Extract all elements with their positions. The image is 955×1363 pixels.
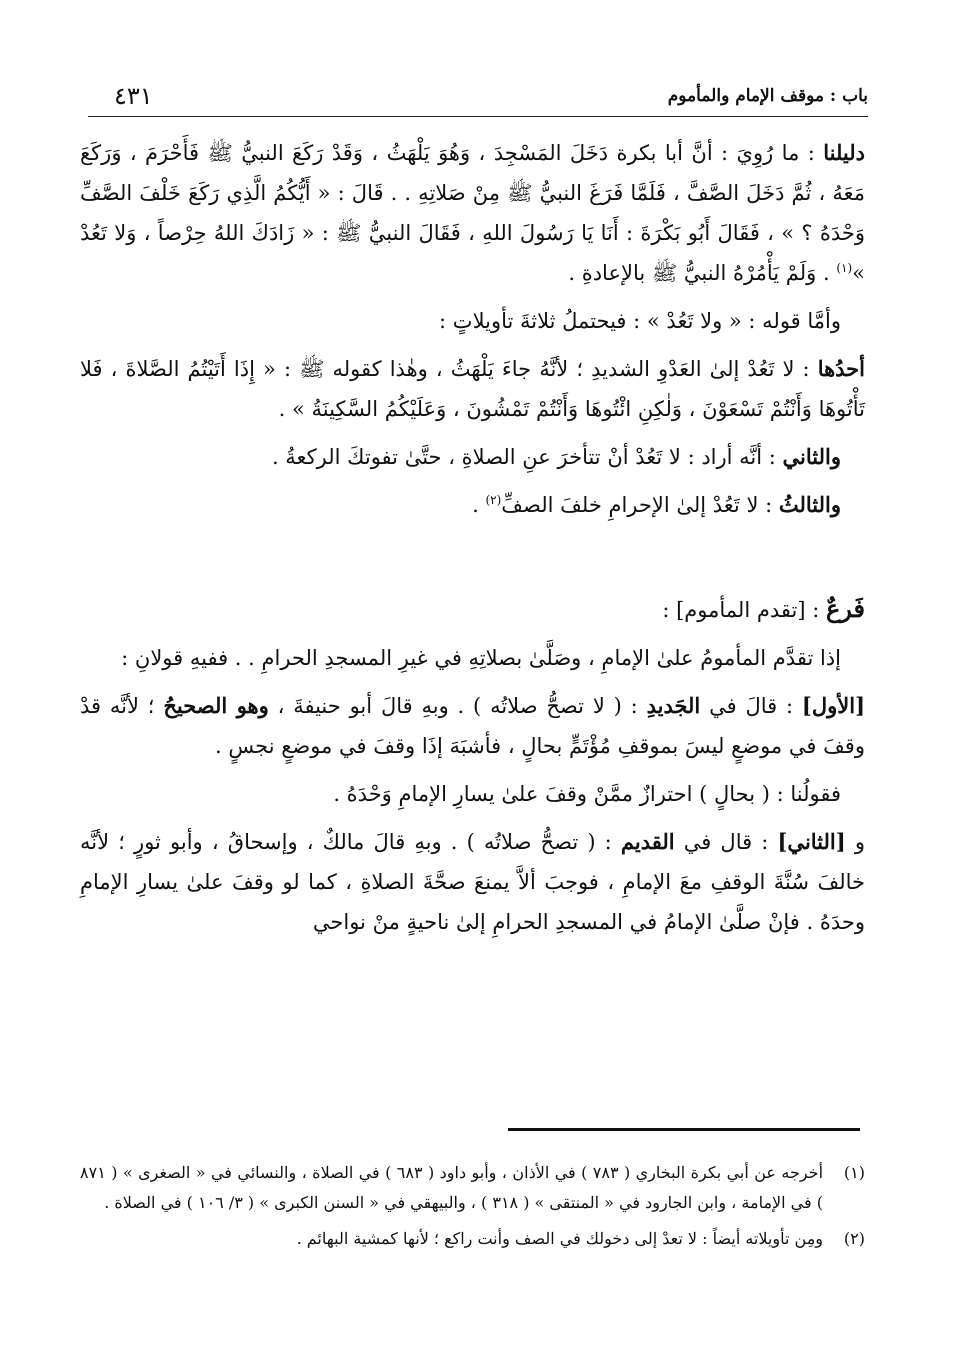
paragraph-case: إذا تقدَّم المأمومُ علىٰ الإمامِ ، وصَلَّىٰ بصلاتِهِ في غيرِ المسجدِ الحرامِ . . ففيهِ قولانِ : [121,646,841,670]
paragraph-second [80,437,865,477]
first-opinion-text-b: : ( لا تصحُّ صلاتُه ) . وبهِ قالَ أبو حنيفةَ ، [268,694,647,718]
footnote-number: (١) [843,1163,865,1182]
second-opinion-text-b: : ( تصحُّ صلاتُه ) . وبهِ قالَ مالكٌ ، وإسحاقُ ، وأبو ثورٍ ؛ لأنَّه خالفَ سُنَّةَ الوقفِ معَ الإمامِ ، فوجبَ ألاَّ يمنعَ صحَّةَ الصلاةِ ، كما لو وقفَ علىٰ يسارِ الإمامِ وحدَهُ . فإنْ صلَّىٰ الإمامُ في المسجدِ الحرامِ إلىٰ ناحيةٍ منْ نواحي [80,830,865,934]
first-text: : لا تَعُدْ إلىٰ العَدْوِ الشديدِ ؛ لأنَّهُ جاءَ يَلْهَثُ ، وهٰذا كقوله ﷺ : « إِذَا أَتَيْتُمُ الصَّلاةَ ، فَلا تَأْتُوهَا وَأَنْتُمْ تَسْعَوْنَ ، وَلٰكِنِ ائْتُوهَا وَأَنْتُمْ تَمْشُونَ ، وَعَلَيْكُمُ السَّكِينَةُ » . [80,357,865,421]
main-text [80,133,865,950]
correct-view-term: وهو الصحيحُ [163,693,269,718]
footnote-number: (٢) [843,1229,865,1248]
first-opinion-text-a: : قالَ في [700,694,802,718]
third-text-end: . [472,493,486,517]
footnote-text: ومِن تأويلاته أيضاً : لا تعدْ إلى دخولك في الصف وأنت راكع ؛ لأنها كمشية البهائم . [296,1229,823,1248]
first-opinion-label: [الأول] [801,693,866,718]
paragraph-third [80,485,865,525]
footnote-ref-2[interactable]: (٢) [485,493,502,507]
footnote-ref-1[interactable]: (١) [836,261,853,275]
footnotes [80,1158,865,1260]
second-opinion-label: [الثاني] [777,829,846,854]
branch-title: : [تقدم المأموم] : [662,598,826,622]
branch-label: فَرعٌ [825,594,865,623]
branch-heading [80,589,865,630]
second-opinion-prefix: و [845,830,865,854]
paragraph-interpretations: وأمَّا قوله : « ولا تَعُدْ » : فيحتملُ ثلاثةَ تأويلاتٍ : [439,309,841,333]
footnote-separator [508,1128,860,1131]
page-header [88,82,868,117]
second-opinion-text-a: : قال في [674,830,778,854]
first-opinion-text-c: ؛ لأنَّه قدْ وقفَ في موضعٍ ليسَ بموقفِ مُؤْتَمٍّ بحالٍ ، فأشبَهَ إذَا وقفَ في موضعٍ نجسٍ . [80,694,865,758]
first-label: أحدُها [817,356,865,381]
evidence-label: دليلنا [823,140,865,165]
footnote-2 [80,1224,865,1254]
evidence-text: : ما رُوِيَ : أنَّ أبا بكرة دَخَلَ المَسْجِدَ ، وَهُوَ يَلْهَثُ ، وَقَدْ رَكَعَ النبيُّ ﷺ فَأَحْرَمَ ، وَرَكَعَ مَعَهُ ، ثُمَّ دَخَلَ الصَّفَّ ، فَلَمَّا فَرَغَ النبيُّ ﷺ مِنْ صَلاتِهِ . . قَالَ : « أَيُّكُمُ الَّذِي رَكَعَ خَلْفَ الصَّفِّ وَحْدَهُ ؟ » ، فَقَالَ أَبُو بَكْرَةَ : أَنَا يَا رَسُولَ اللهِ ، فَقَالَ النبيُّ ﷺ : « زَادَكَ اللهُ حِرْصاً ، وَلا تَعُدْ » [80,141,865,285]
evidence-text-end: . وَلَمْ يَأْمُرْهُ النبيُّ ﷺ بالإعادةِ . [568,261,837,285]
third-text: : لا تَعُدْ إلىٰ الإحرامِ خلفَ الصفِّ [501,493,779,517]
running-title: باب : موقف الإمام والمأموم [667,86,868,106]
third-label: والثالثُ [778,492,841,517]
old-doctrine-term: القديم [620,829,675,854]
footnote-1 [80,1158,865,1218]
second-text: : أنَّه أراد : لا تَعُدْ أنْ تتأخرَ عنِ الصلاةِ ، حتَّىٰ تفوتكَ الركعةُ . [271,445,783,469]
section-spacer [80,533,865,589]
paragraph-first [80,349,865,429]
page-number: ٤٣١ [114,82,153,110]
paragraph-first-opinion [80,686,865,766]
paragraph-evidence [80,133,865,293]
paragraph-second-opinion [80,822,865,942]
paragraph-clarification: فقولُنا : ( بحالٍ ) احترازٌ ممَّنْ وقفَ علىٰ يسارِ الإمامِ وَحْدَهُ . [333,782,841,806]
footnote-text: أخرجه عن أبي بكرة البخاري ( ٧٨٣ ) في الأذان ، وأبو داود ( ٦٨٣ ) في الصلاة ، والنسائي في « الصغرى » ( ٨٧١ ) في الإمامة ، وابن الجارود في « المنتقى » ( ٣١٨ ) ، والبيهقي في « السنن الكبرى » ( ٣/ ١٠٦ ) في الصلاة . [80,1163,824,1212]
new-doctrine-term: الجَديدِ [646,693,701,718]
second-label: والثاني [782,444,841,469]
